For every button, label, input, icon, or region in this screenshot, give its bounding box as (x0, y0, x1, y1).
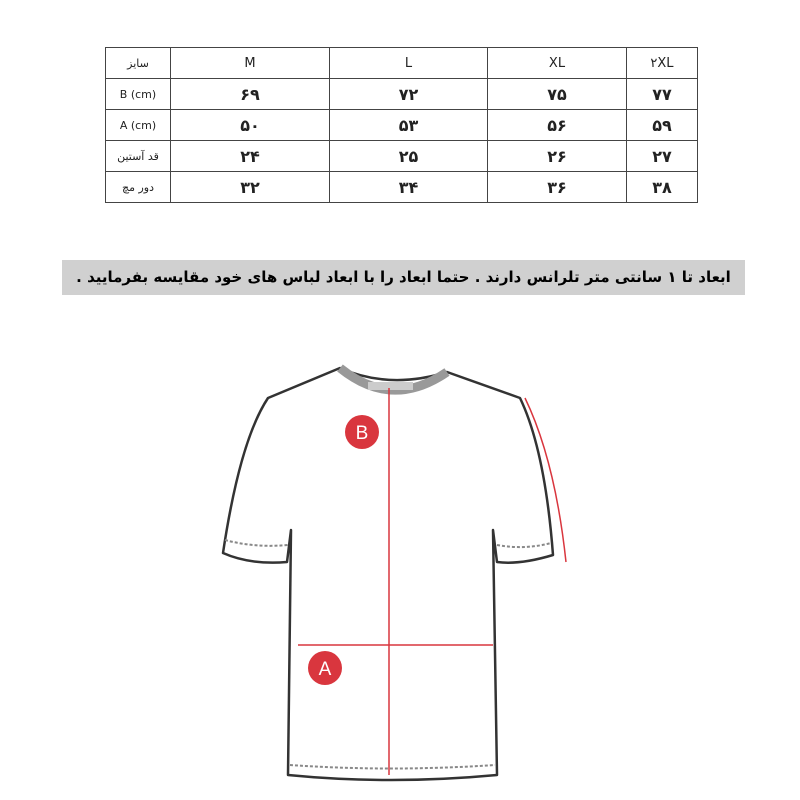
cell: ۲۵ (330, 141, 488, 172)
cell: ۳۸ (627, 172, 698, 203)
row-label: قد آستین (106, 141, 171, 172)
cell: ۵۰ (171, 110, 330, 141)
row-label: B (cm) (106, 79, 171, 110)
tshirt-outline (223, 368, 553, 780)
size-2xl: ۲XL (627, 48, 698, 79)
cell: ۶۹ (171, 79, 330, 110)
cell: ۳۶ (488, 172, 627, 203)
size-l: L (330, 48, 488, 79)
cell: ۵۶ (488, 110, 627, 141)
cell: ۵۳ (330, 110, 488, 141)
cell: ۲۴ (171, 141, 330, 172)
neck-label (368, 382, 413, 390)
tolerance-notice: ابعاد تا ۱ سانتی متر تلرانس دارند . حتما ابعاد را با ابعاد لباس های خود مقایسه بفرمایید . (62, 260, 745, 295)
size-xl: XL (488, 48, 627, 79)
size-m: M (171, 48, 330, 79)
marker-a-label: A (318, 659, 332, 680)
row-label: A (cm) (106, 110, 171, 141)
cell: ۲۶ (488, 141, 627, 172)
row-label: دور مچ (106, 172, 171, 203)
cell: ۲۷ (627, 141, 698, 172)
cell: ۵۹ (627, 110, 698, 141)
marker-b-label: B (355, 423, 369, 444)
header-label: سایز (106, 48, 171, 79)
cell: ۳۴ (330, 172, 488, 203)
cell: ۳۲ (171, 172, 330, 203)
cell: ۷۷ (627, 79, 698, 110)
cell: ۷۲ (330, 79, 488, 110)
cell: ۷۵ (488, 79, 627, 110)
